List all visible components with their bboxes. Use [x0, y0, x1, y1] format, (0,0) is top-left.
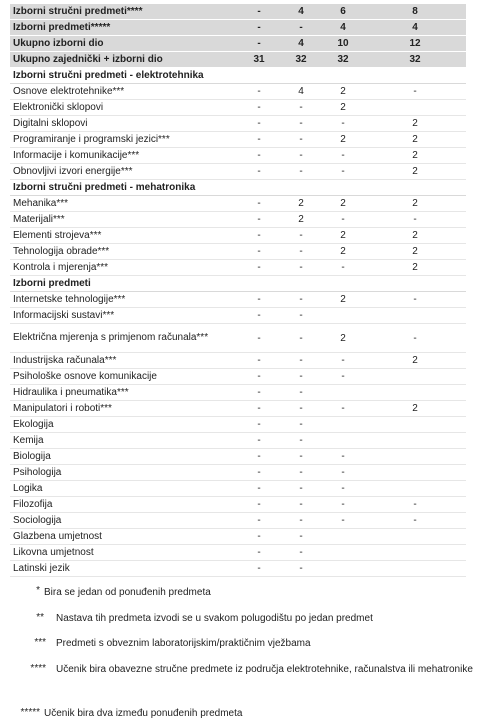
- hours-cell-grade-3: 10: [322, 36, 364, 52]
- footnote-text: Bira se jedan od ponuđenih predmeta: [44, 587, 211, 598]
- hours-cell-grade-2: -: [280, 324, 322, 353]
- total-row: [10, 20, 466, 36]
- hours-cell-grade-2: -: [280, 20, 322, 36]
- subject-name: Filozofija: [10, 497, 238, 513]
- hours-cell-grade-4: -: [364, 84, 466, 100]
- section-header-row: [10, 180, 466, 196]
- subject-name: Biologija: [10, 449, 238, 465]
- subject-row: [10, 324, 466, 353]
- hours-cell-grade-3: 2: [322, 228, 364, 244]
- subject-name: Psihologija: [10, 465, 238, 481]
- subject-name: Industrijska računala***: [10, 353, 238, 369]
- hours-cell-grade-4: 2: [364, 260, 466, 276]
- hours-cell-grade-3: -: [322, 449, 364, 465]
- hours-cell-grade-3: [322, 276, 364, 292]
- total-row: [10, 52, 466, 68]
- hours-cell-grade-1: -: [238, 212, 280, 228]
- subject-name: Obnovljivi izvori energije***: [10, 164, 238, 180]
- hours-cell-grade-3: [322, 385, 364, 401]
- hours-cell-grade-4: 2: [364, 148, 466, 164]
- subject-name: Digitalni sklopovi: [10, 116, 238, 132]
- hours-cell-grade-1: [238, 276, 280, 292]
- hours-cell-grade-3: -: [322, 497, 364, 513]
- hours-cell-grade-1: -: [238, 353, 280, 369]
- hours-cell-grade-4: 2: [364, 228, 466, 244]
- hours-cell-grade-1: -: [238, 545, 280, 561]
- hours-cell-grade-1: -: [238, 449, 280, 465]
- hours-cell-grade-2: -: [280, 308, 322, 324]
- hours-cell-grade-1: -: [238, 164, 280, 180]
- hours-cell-grade-4: -: [364, 324, 466, 353]
- subject-name: Elementi strojeva***: [10, 228, 238, 244]
- hours-cell-grade-4: -: [364, 292, 466, 308]
- hours-cell-grade-2: 4: [280, 4, 322, 20]
- hours-cell-grade-2: -: [280, 132, 322, 148]
- subject-row: [10, 260, 466, 276]
- footnote-text: Nastava tih predmeta izvodi se u svakom polugodištu po jedan predmet: [56, 613, 373, 624]
- hours-cell-grade-1: -: [238, 465, 280, 481]
- subject-name: Elektronički sklopovi: [10, 100, 238, 116]
- hours-cell-grade-2: -: [280, 513, 322, 529]
- hours-cell-grade-2: -: [280, 353, 322, 369]
- footnote-text: Učenik bira obavezne stručne predmete iz područja elektrotehnike, računalstva ili mehatronike: [56, 664, 473, 675]
- hours-cell-grade-2: -: [280, 100, 322, 116]
- hours-cell-grade-3: [322, 180, 364, 196]
- hours-cell-grade-2: -: [280, 417, 322, 433]
- hours-cell-grade-3: -: [322, 353, 364, 369]
- subject-name: Informacijski sustavi***: [10, 308, 238, 324]
- hours-cell-grade-3: [322, 417, 364, 433]
- subject-name: Izborni stručni predmeti****: [10, 4, 238, 20]
- hours-cell-grade-3: [322, 68, 364, 84]
- footnote-mark: ****: [30, 663, 46, 674]
- hours-cell-grade-1: -: [238, 116, 280, 132]
- subject-name: Psihološke osnove komunikacije: [10, 369, 238, 385]
- hours-cell-grade-3: 2: [322, 84, 364, 100]
- hours-cell-grade-3: [322, 561, 364, 577]
- subject-name: Kemija: [10, 433, 238, 449]
- hours-cell-grade-1: -: [238, 36, 280, 52]
- hours-cell-grade-3: -: [322, 465, 364, 481]
- subject-row: [10, 148, 466, 164]
- hours-cell-grade-1: -: [238, 4, 280, 20]
- subject-name: Električna mjerenja s primjenom računala***: [10, 324, 238, 353]
- hours-cell-grade-3: -: [322, 116, 364, 132]
- subject-row: [10, 513, 466, 529]
- subject-name: Materijali***: [10, 212, 238, 228]
- hours-cell-grade-2: 2: [280, 212, 322, 228]
- subject-name: Ukupno zajednički + izborni dio: [10, 52, 238, 68]
- hours-cell-grade-1: 31: [238, 52, 280, 68]
- hours-cell-grade-3: -: [322, 369, 364, 385]
- hours-cell-grade-4: 2: [364, 401, 466, 417]
- hours-cell-grade-2: -: [280, 433, 322, 449]
- hours-cell-grade-2: [280, 276, 322, 292]
- footnote-mark: ***: [34, 637, 46, 648]
- hours-cell-grade-2: [280, 68, 322, 84]
- footnote-mark: *: [36, 585, 40, 596]
- hours-cell-grade-3: 2: [322, 100, 364, 116]
- subject-name: Tehnologija obrade***: [10, 244, 238, 260]
- hours-cell-grade-1: -: [238, 308, 280, 324]
- hours-cell-grade-2: -: [280, 164, 322, 180]
- subject-name: Sociologija: [10, 513, 238, 529]
- subject-name: Kontrola i mjerenja***: [10, 260, 238, 276]
- hours-cell-grade-1: [238, 180, 280, 196]
- subject-row: [10, 132, 466, 148]
- subject-name: Mehanika***: [10, 196, 238, 212]
- hours-cell-grade-1: -: [238, 292, 280, 308]
- curriculum-table: [10, 4, 466, 577]
- hours-cell-grade-4: [364, 545, 466, 561]
- curriculum-sheet: [10, 4, 466, 577]
- hours-cell-grade-4: [364, 100, 466, 116]
- hours-cell-grade-4: [364, 369, 466, 385]
- hours-cell-grade-2: -: [280, 545, 322, 561]
- hours-cell-grade-4: 4: [364, 20, 466, 36]
- subject-row: [10, 433, 466, 449]
- hours-cell-grade-1: -: [238, 561, 280, 577]
- hours-cell-grade-3: 2: [322, 196, 364, 212]
- hours-cell-grade-3: [322, 529, 364, 545]
- hours-cell-grade-2: 2: [280, 196, 322, 212]
- hours-cell-grade-2: 4: [280, 36, 322, 52]
- hours-cell-grade-4: 2: [364, 244, 466, 260]
- subject-row: [10, 545, 466, 561]
- hours-cell-grade-2: 32: [280, 52, 322, 68]
- hours-cell-grade-2: -: [280, 244, 322, 260]
- hours-cell-grade-2: -: [280, 148, 322, 164]
- hours-cell-grade-3: 2: [322, 292, 364, 308]
- footnote-text: Učenik bira dva između ponuđenih predmeta: [44, 708, 243, 719]
- subject-row: [10, 244, 466, 260]
- total-row: [10, 4, 466, 20]
- subject-row: [10, 465, 466, 481]
- hours-cell-grade-1: -: [238, 132, 280, 148]
- hours-cell-grade-4: [364, 433, 466, 449]
- subject-name: Izborni predmeti*****: [10, 20, 238, 36]
- hours-cell-grade-4: -: [364, 212, 466, 228]
- hours-cell-grade-1: -: [238, 244, 280, 260]
- hours-cell-grade-4: 8: [364, 4, 466, 20]
- subject-name: Latinski jezik: [10, 561, 238, 577]
- hours-cell-grade-2: -: [280, 385, 322, 401]
- subject-name: Logika: [10, 481, 238, 497]
- hours-cell-grade-2: -: [280, 369, 322, 385]
- hours-cell-grade-1: -: [238, 497, 280, 513]
- hours-cell-grade-1: -: [238, 20, 280, 36]
- subject-name: Ekologija: [10, 417, 238, 433]
- subject-row: [10, 196, 466, 212]
- hours-cell-grade-3: -: [322, 481, 364, 497]
- hours-cell-grade-3: -: [322, 401, 364, 417]
- hours-cell-grade-1: -: [238, 401, 280, 417]
- total-row: [10, 36, 466, 52]
- hours-cell-grade-2: -: [280, 449, 322, 465]
- hours-cell-grade-1: -: [238, 369, 280, 385]
- hours-cell-grade-1: -: [238, 84, 280, 100]
- hours-cell-grade-4: 32: [364, 52, 466, 68]
- hours-cell-grade-3: [322, 308, 364, 324]
- subject-row: [10, 100, 466, 116]
- hours-cell-grade-2: -: [280, 401, 322, 417]
- section-title: Izborni predmeti: [10, 276, 238, 292]
- subject-name: Programiranje i programski jezici***: [10, 132, 238, 148]
- subject-row: [10, 529, 466, 545]
- hours-cell-grade-2: -: [280, 561, 322, 577]
- hours-cell-grade-1: -: [238, 417, 280, 433]
- hours-cell-grade-3: -: [322, 164, 364, 180]
- hours-cell-grade-4: -: [364, 497, 466, 513]
- section-header-row: [10, 68, 466, 84]
- hours-cell-grade-2: 4: [280, 84, 322, 100]
- hours-cell-grade-4: 2: [364, 116, 466, 132]
- hours-cell-grade-3: -: [322, 260, 364, 276]
- hours-cell-grade-1: -: [238, 513, 280, 529]
- hours-cell-grade-4: [364, 417, 466, 433]
- hours-cell-grade-4: [364, 561, 466, 577]
- hours-cell-grade-2: -: [280, 481, 322, 497]
- hours-cell-grade-2: -: [280, 465, 322, 481]
- subject-row: [10, 385, 466, 401]
- subject-row: [10, 228, 466, 244]
- hours-cell-grade-3: -: [322, 212, 364, 228]
- subject-row: [10, 116, 466, 132]
- hours-cell-grade-4: [364, 481, 466, 497]
- subject-row: [10, 212, 466, 228]
- hours-cell-grade-1: -: [238, 529, 280, 545]
- hours-cell-grade-4: 2: [364, 132, 466, 148]
- subject-name: Hidraulika i pneumatika***: [10, 385, 238, 401]
- hours-cell-grade-4: 2: [364, 353, 466, 369]
- footnote-mark: *****: [20, 707, 40, 718]
- hours-cell-grade-4: [364, 449, 466, 465]
- hours-cell-grade-4: 2: [364, 196, 466, 212]
- hours-cell-grade-4: [364, 180, 466, 196]
- subject-row: [10, 353, 466, 369]
- subject-name: Osnove elektrotehnike***: [10, 84, 238, 100]
- hours-cell-grade-2: [280, 180, 322, 196]
- subject-row: [10, 164, 466, 180]
- hours-cell-grade-1: -: [238, 481, 280, 497]
- subject-row: [10, 497, 466, 513]
- curriculum-table-body: [10, 4, 466, 577]
- subject-name: Manipulatori i roboti***: [10, 401, 238, 417]
- subject-name: Ukupno izborni dio: [10, 36, 238, 52]
- hours-cell-grade-3: 6: [322, 4, 364, 20]
- subject-row: [10, 561, 466, 577]
- subject-row: [10, 84, 466, 100]
- subject-name: Likovna umjetnost: [10, 545, 238, 561]
- subject-name: Internetske tehnologije***: [10, 292, 238, 308]
- hours-cell-grade-4: [364, 385, 466, 401]
- subject-row: [10, 369, 466, 385]
- hours-cell-grade-4: [364, 465, 466, 481]
- hours-cell-grade-3: 2: [322, 324, 364, 353]
- hours-cell-grade-1: -: [238, 148, 280, 164]
- hours-cell-grade-2: -: [280, 292, 322, 308]
- hours-cell-grade-2: -: [280, 260, 322, 276]
- hours-cell-grade-4: 2: [364, 164, 466, 180]
- section-header-row: [10, 276, 466, 292]
- hours-cell-grade-3: [322, 545, 364, 561]
- hours-cell-grade-1: -: [238, 100, 280, 116]
- hours-cell-grade-3: [322, 433, 364, 449]
- hours-cell-grade-1: -: [238, 260, 280, 276]
- hours-cell-grade-3: -: [322, 148, 364, 164]
- subject-name: Informacije i komunikacije***: [10, 148, 238, 164]
- subject-row: [10, 417, 466, 433]
- hours-cell-grade-1: -: [238, 433, 280, 449]
- hours-cell-grade-4: [364, 276, 466, 292]
- hours-cell-grade-3: 2: [322, 244, 364, 260]
- hours-cell-grade-3: 32: [322, 52, 364, 68]
- hours-cell-grade-2: -: [280, 228, 322, 244]
- hours-cell-grade-1: -: [238, 228, 280, 244]
- hours-cell-grade-4: -: [364, 513, 466, 529]
- footnote-text: Predmeti s obveznim laboratorijskim/praktičnim vježbama: [56, 638, 311, 649]
- hours-cell-grade-4: [364, 529, 466, 545]
- subject-row: [10, 308, 466, 324]
- hours-cell-grade-3: -: [322, 513, 364, 529]
- hours-cell-grade-2: -: [280, 529, 322, 545]
- subject-row: [10, 292, 466, 308]
- hours-cell-grade-1: -: [238, 385, 280, 401]
- hours-cell-grade-4: [364, 308, 466, 324]
- hours-cell-grade-2: -: [280, 116, 322, 132]
- hours-cell-grade-1: -: [238, 196, 280, 212]
- hours-cell-grade-1: -: [238, 324, 280, 353]
- hours-cell-grade-1: [238, 68, 280, 84]
- section-title: Izborni stručni predmeti - elektrotehnika: [10, 68, 238, 84]
- hours-cell-grade-4: 12: [364, 36, 466, 52]
- subject-row: [10, 481, 466, 497]
- hours-cell-grade-4: [364, 68, 466, 84]
- subject-row: [10, 449, 466, 465]
- hours-cell-grade-2: -: [280, 497, 322, 513]
- hours-cell-grade-3: 4: [322, 20, 364, 36]
- section-title: Izborni stručni predmeti - mehatronika: [10, 180, 238, 196]
- hours-cell-grade-3: 2: [322, 132, 364, 148]
- footnote-mark: **: [36, 612, 44, 623]
- subject-name: Glazbena umjetnost: [10, 529, 238, 545]
- subject-row: [10, 401, 466, 417]
